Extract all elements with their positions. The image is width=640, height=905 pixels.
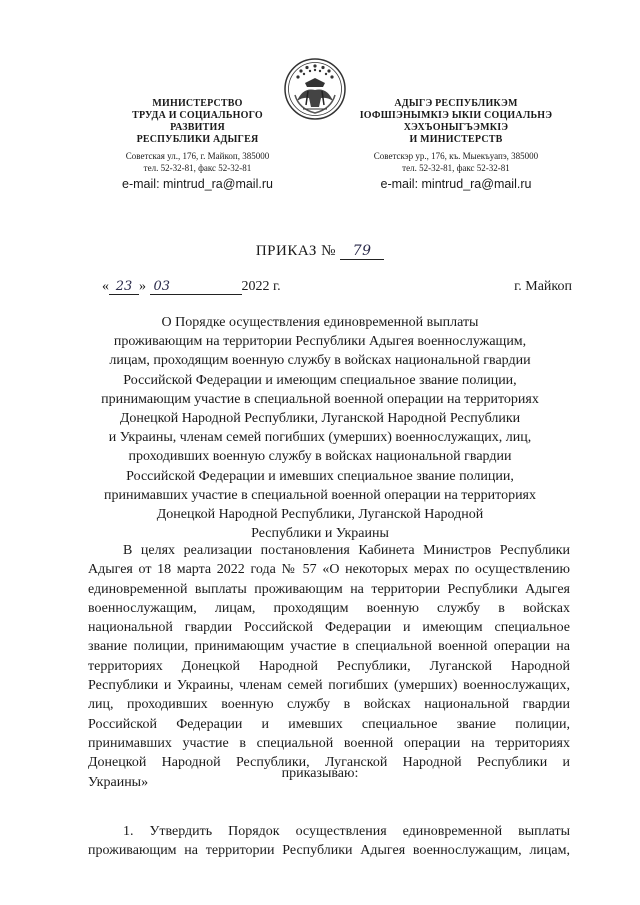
org-email[interactable]: e-mail: mintrud_ra@mail.ru <box>122 177 273 191</box>
subject-line: и Украины, членам семей погибших (умерших) военнослужащих, лиц, <box>108 430 532 446</box>
org-name-line: IОФШIЭНЫМКIЭ ЫКIИ СОЦИАЛЬНЭ <box>359 110 553 121</box>
order-city: г. Майкоп <box>514 279 572 294</box>
paragraph-line: единовременной выплаты проживающим на территории Республики Адыгея <box>88 581 570 597</box>
order-day: 23 <box>109 279 139 295</box>
org-name-line: АДЫГЭ РЕСПУБЛИКЭМ <box>394 98 518 109</box>
order-item-1 <box>88 822 570 861</box>
paragraph-line: Российской Федерации и имевших специальное звание полиции, <box>88 716 570 732</box>
org-name-line: МИНИСТЕРСТВО <box>152 98 243 109</box>
paragraph-line: национальной гвардии Российской Федерации и имеющим специальное <box>88 620 570 636</box>
address-line: Советскэр ур., 176, къ. Мыекъуапэ, 385000 <box>373 151 539 161</box>
org-email[interactable]: e-mail: mintrud_ra@mail.ru <box>380 177 532 191</box>
paragraph-line: 1. Утвердить Порядок осуществления единовременной выплаты <box>123 824 570 839</box>
subject-line: принимающим участие в специальной военной операции на территориях <box>101 391 539 407</box>
phone-line: тел. 52-32-81, факс 52-32-81 <box>402 162 510 173</box>
org-name-line: ТРУДА И СОЦИАЛЬНОГО <box>132 110 263 121</box>
org-name-line: ХЭХЪОНЫГЪЭМКIЭ <box>403 122 509 133</box>
paragraph-line: принимавших участие в специальной военной операции на территориях <box>88 735 570 751</box>
address-line: Советская ул., 176, г. Майкоп, 385000 <box>125 151 270 161</box>
order-title <box>0 243 640 260</box>
order-directive: приказываю: <box>281 766 359 781</box>
order-subject <box>82 313 558 543</box>
date-quote-open: « <box>102 279 109 294</box>
paragraph-line: лиц, проходивших военную службу в войсках национальной гвардии <box>88 697 570 713</box>
org-address <box>95 151 300 174</box>
order-year: 2022 г. <box>241 279 281 294</box>
subject-line: проживающим на территории Республики Адыгея военнослужащим, <box>113 334 527 350</box>
order-month: 03 <box>150 279 242 295</box>
paragraph-line: проживающим на территории Республики Адыгея военнослужащим, лицам, <box>88 843 570 859</box>
date-quote-close: » <box>139 279 146 294</box>
subject-line: Российской Федерации и имевших специальное звание полиции, <box>126 468 514 484</box>
paragraph-line: Адыгея от 18 марта 2022 года № 57 «О некоторых мерах по осуществлению <box>88 562 570 578</box>
paragraph-line: Донецкой Народной Республики, Луганской Народной Республики и <box>88 755 570 771</box>
subject-line: Российской Федерации и имеющим специальное звание полиции, <box>123 372 517 388</box>
subject-line: О Порядке осуществления единовременной выплаты <box>161 315 479 330</box>
paragraph-line: территориях Донецкой Народной Республики, Луганской Народной <box>88 658 570 674</box>
preamble-paragraph <box>88 541 570 792</box>
org-name-line: РЕСПУБЛИКИ АДЫГЕЯ <box>136 134 259 145</box>
paragraph-line: В целях реализации постановления Кабинета Министров Республики <box>123 543 570 558</box>
paragraph-line: военнослужащим, лицам, проходящим военную службу в войсках <box>88 600 570 616</box>
order-title-label: ПРИКАЗ № <box>255 243 336 259</box>
paragraph-line: звание полиции, принимающим участие в специальной военной операции на <box>88 639 570 655</box>
subject-line: Донецкой Народной Республики, Луганской Народной Республики <box>119 411 521 427</box>
subject-line: лицам, проходящим военную службу в войсках национальной гвардии <box>109 353 531 369</box>
phone-line: тел. 52-32-81, факс 52-32-81 <box>143 162 252 173</box>
subject-line: Республики и Украины <box>251 526 389 542</box>
subject-line: принимавших участие в специальной военной операции на территориях <box>104 487 536 503</box>
org-name-line: РАЗВИТИЯ <box>170 122 225 133</box>
paragraph-line: Украины» <box>88 774 149 790</box>
org-name-line: И МИНИСТЕРСТВ <box>409 134 503 145</box>
header-ministry-russian <box>95 98 300 192</box>
paragraph-line: Республики и Украины, членам семей погибших (умерших) военнослужащих, <box>88 678 570 694</box>
order-number: 79 <box>340 243 384 260</box>
subject-line: Донецкой Народной Республики, Луганской Народной <box>156 507 484 523</box>
order-date-line <box>102 279 572 295</box>
header-ministry-adyghe <box>345 98 567 192</box>
subject-line: проходивших военную службу в войсках национальной гвардии <box>128 449 512 465</box>
org-address <box>345 151 567 174</box>
